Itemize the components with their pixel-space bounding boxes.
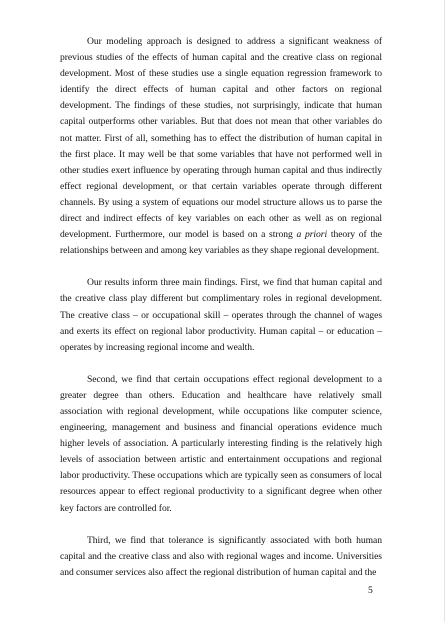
paragraph-second-finding: Second, we find that certain occupations effect regional development to a greater degree than others. Education and healthcare have relatively small association with regional development, while occupations like computer science, engineering, management and business and financial operations evidence much higher levels of association. A particularly interesting finding is the relatively high levels of association between artistic and entertainment occupations and regional labor productivity. These occupations which are typically seen as consumers of local resources appear to effect regional productivity to a significant degree when other key factors are controlled for. [60, 373, 382, 514]
paragraph-first-finding: Our results inform three main findings. First, we find that human capital and the creative class play different but complimentary roles in regional development. The creative class – or occupational skill – operates through the channel of wages and exerts its effect on regional labor productivity. Human capital – or education – operates by increasing regional income and wealth. [60, 277, 382, 353]
emphasis-a-priori: a priori [296, 229, 328, 241]
paragraph-third-finding: Third, we find that tolerance is significantly associated with both human capital and the creative class and also with regional wages and income. Universities and consumer services also affect the regional distribution of human capital and the [60, 534, 382, 578]
paragraph-modeling-approach [60, 34, 382, 259]
paragraph-text: Our modeling approach is designed to address a significant weakness of previous studies of the effects of human capital and the creative class on regional development. Most of these studies use a single equation regression framework to identify the direct effects of human capital and other factors on regional development. The findings of these studies, not surprisingly, indicate that human capital outperforms other variables. But that does not mean that other variables do not matter. First of all, something has to effect the distribution of human capital in the first place. It may well be that some variables that have not performed well in other studies exert influence by operating through human capital and thus indirectly effect regional development, or that certain variables operate through different channels. By using a system of equations our model structure allows us to parse the direct and indirect effects of key variables on each other as well as on regional development. Furthermore, our model is based on a strong [60, 36, 382, 241]
page-number: 5 [368, 585, 373, 596]
body-text [60, 34, 382, 581]
paragraph-text-continued: theory of the relationships between and among key variables as they shape regional development. [60, 229, 383, 257]
